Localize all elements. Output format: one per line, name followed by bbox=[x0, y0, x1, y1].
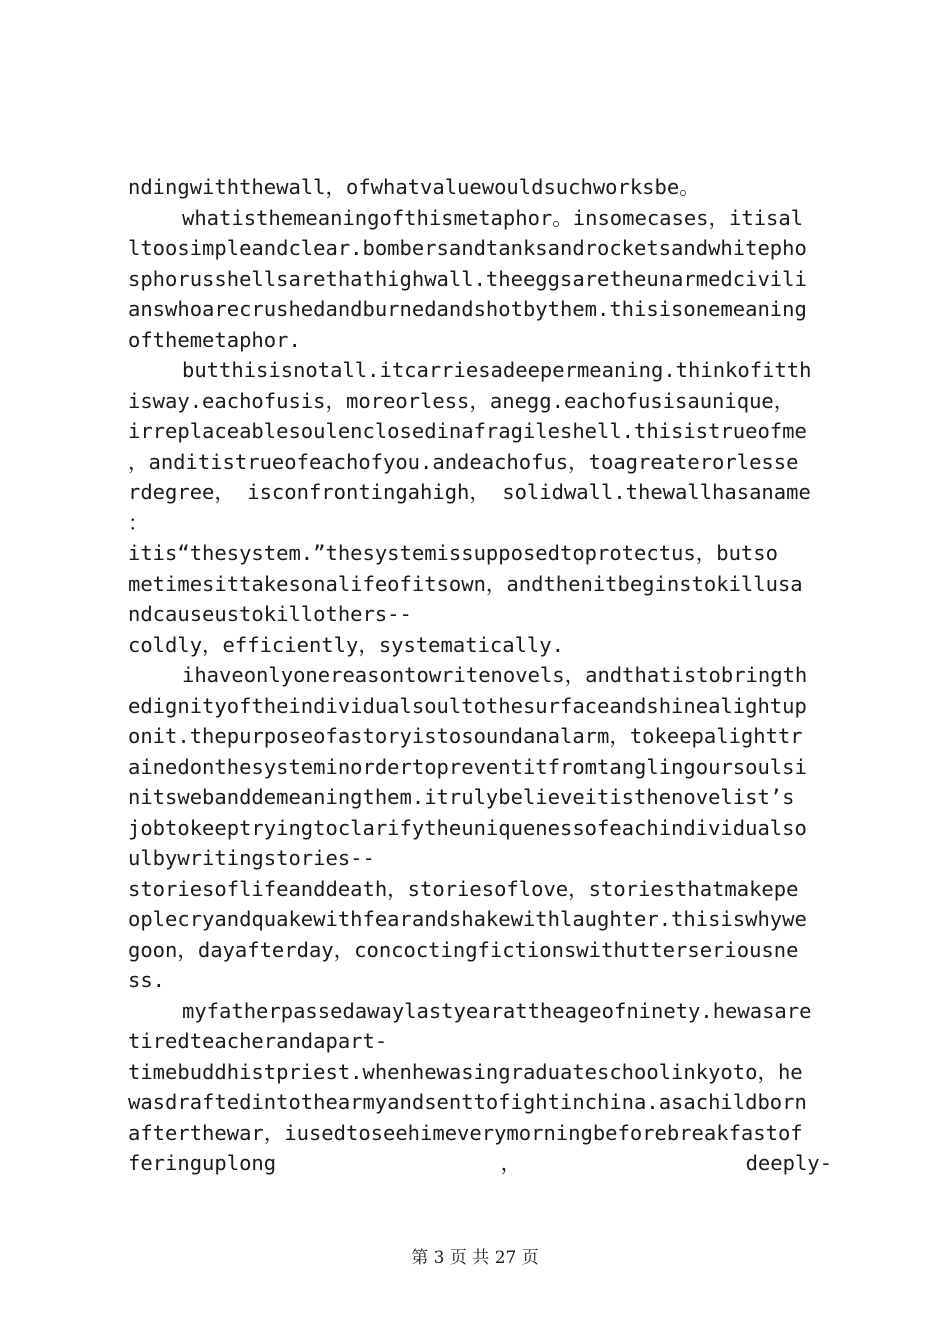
text-line: butthisisnotall.itcarriesadeepermeaning.thinkofitth bbox=[182, 358, 812, 382]
text-line: ndingwiththewall，ofwhatvaluewouldsuchworksbe。 bbox=[128, 175, 700, 199]
text-line: wasdraftedintothearmyandsenttofightinchina.asachildborn bbox=[128, 1090, 807, 1114]
text-line: whatisthemeaningofthismetaphor。insomecases，itisal bbox=[182, 205, 804, 230]
document-body bbox=[128, 172, 832, 1148]
text-line: ihaveonlyonereasontowritenovels，andthatistobringth bbox=[182, 663, 808, 687]
text-line: rdegree， isconfrontingahigh， solidwall.thewallhasaname bbox=[128, 480, 811, 504]
text-line: metimesittakesonalifeofitsown，andthenitbeginstokillusa bbox=[128, 571, 803, 596]
text-line: ltoosimpleandclear.bombersandtanksandrocketsandwhitepho bbox=[128, 236, 807, 260]
text-line: coldly，efficiently，systematically. bbox=[128, 632, 564, 657]
text-line: ： bbox=[128, 510, 149, 535]
text-line: answhoarecrushedandburnedandshotbythem.thisisonemeaning bbox=[128, 297, 807, 321]
text-line: ainedonthesysteminordertopreventitfromtanglingoursoulsi bbox=[128, 754, 807, 779]
text-line: sphorusshellsarethathighwall.theeggsaretheunarmedcivili bbox=[128, 266, 807, 291]
text-line: onit.thepurposeofastoryistosoundanalarm，tokeepalighttr bbox=[128, 724, 803, 748]
text-line: ss. bbox=[128, 968, 166, 992]
last-line-part: deeply- bbox=[745, 1151, 832, 1175]
text-line: timebuddhistpriest.whenhewasingraduateschoolinkyoto，he bbox=[128, 1059, 803, 1084]
text-line: irreplaceablesoulenclosedinafragileshell.thisistrueofme bbox=[128, 419, 807, 443]
text-line: ulbywritingstories-- bbox=[128, 846, 375, 870]
text-line: isway.eachofusis，moreorless，anegg.eachofusisaunique， bbox=[128, 388, 795, 413]
text-line: nitswebanddemeaningthem.itrulybelieveitisthenovelist’s bbox=[128, 785, 795, 809]
document-last-line bbox=[128, 1148, 832, 1179]
text-line: oplecryandquakewithfearandshakewithlaughter.thisiswhywe bbox=[128, 907, 807, 931]
text-line: jobtokeeptryingtoclarifytheuniquenessofeachindividualso bbox=[128, 815, 807, 840]
text-line: myfatherpassedawaylastyearattheageofninety.hewasare bbox=[182, 998, 812, 1023]
text-line: tiredteacherandapart- bbox=[128, 1029, 388, 1053]
text-line: ，anditistrueofeachofyou.andeachofus，toagreaterorlesse bbox=[128, 449, 799, 474]
text-line: afterthewar，iusedtoseehimeverymorningbeforebreakfastof bbox=[128, 1120, 803, 1145]
text-line: goon，dayafterday，concoctingfictionswithutterseriousne bbox=[128, 937, 799, 962]
text-line: itis“thesystem.”thesystemissupposedtoprotectus，butso bbox=[128, 541, 778, 565]
page-number-footer: 第 3 页 共 27 页 bbox=[411, 1248, 539, 1268]
text-line: edignityoftheindividualsoultothesurfaceandshinealightup bbox=[128, 693, 807, 718]
last-line-part: ， bbox=[500, 1151, 522, 1175]
last-line-part: feringuplong bbox=[128, 1151, 277, 1175]
text-line: ofthemetaphor. bbox=[128, 327, 301, 352]
text-line: ndcauseustokillothers-- bbox=[128, 602, 412, 626]
text-line: storiesoflifeanddeath，storiesoflove，storiesthatmakepe bbox=[128, 876, 799, 901]
